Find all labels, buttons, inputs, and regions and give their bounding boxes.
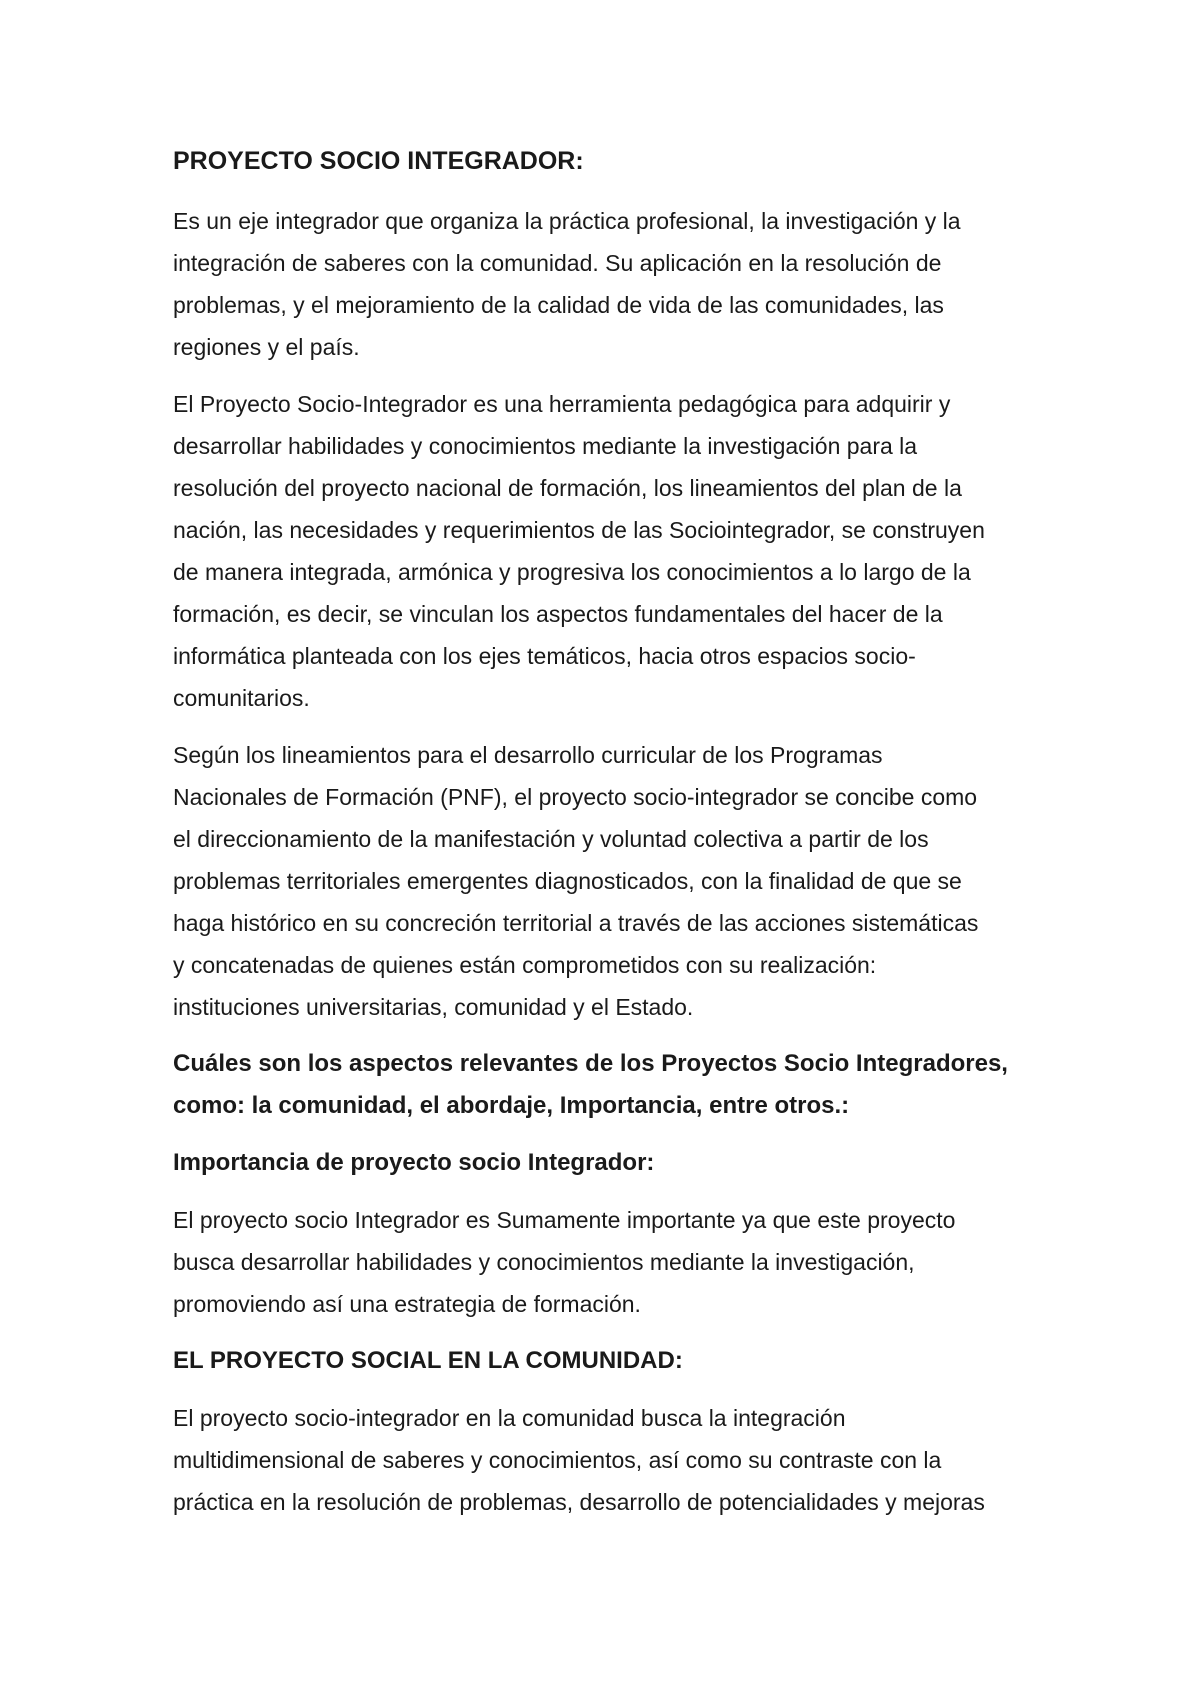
text-line: Según los lineamientos para el desarrollo curricular de los Programas (173, 742, 883, 768)
text-line: multidimensional de saberes y conocimientos, así como su contraste con la (173, 1447, 942, 1473)
text-line: comunitarios. (173, 685, 310, 711)
text-line: haga histórico en su concreción territorial a través de las acciones sistemáticas (173, 910, 979, 936)
text-line: informática planteada con los ejes temáticos, hacia otros espacios socio- (173, 643, 916, 669)
text-line: El Proyecto Socio-Integrador es una herramienta pedagógica para adquirir y (173, 391, 951, 417)
text-line: regiones y el país. (173, 334, 360, 360)
text-line: Nacionales de Formación (PNF), el proyecto socio-integrador se concibe como (173, 784, 978, 810)
text-line: desarrollar habilidades y conocimientos mediante la investigación para la (173, 433, 918, 459)
heading-importance: Importancia de proyecto socio Integrador: (173, 1149, 655, 1176)
document-page (173, 140, 1045, 1538)
document-title: PROYECTO SOCIO INTEGRADOR: (173, 147, 584, 175)
text-line: y concatenadas de quienes están comprometidos con su realización: (173, 952, 877, 978)
heading-line: Cuáles son los aspectos relevantes de los Proyectos Socio Integradores, (173, 1050, 1008, 1077)
text-line: integración de saberes con la comunidad. Su aplicación en la resolución de (173, 250, 942, 276)
text-line: busca desarrollar habilidades y conocimientos mediante la investigación, (173, 1249, 915, 1275)
text-line: Es un eje integrador que organiza la práctica profesional, la investigación y la (173, 208, 961, 234)
paragraph-definition (173, 200, 1045, 368)
text-line: de manera integrada, armónica y progresiva los conocimientos a lo largo de la (173, 559, 971, 585)
text-line: práctica en la resolución de problemas, desarrollo de potencialidades y mejoras (173, 1489, 985, 1515)
paragraph-guidelines (173, 734, 1045, 1028)
text-line: el direccionamiento de la manifestación y voluntad colectiva a partir de los (173, 826, 929, 852)
heading-relevant-aspects (173, 1043, 1045, 1127)
text-line: problemas, y el mejoramiento de la calidad de vida de las comunidades, las (173, 292, 944, 318)
text-line: nación, las necesidades y requerimientos de las Sociointegrador, se construyen (173, 517, 985, 543)
heading-community: EL PROYECTO SOCIAL EN LA COMUNIDAD: (173, 1347, 683, 1374)
heading-line: como: la comunidad, el abordaje, Importancia, entre otros.: (173, 1092, 850, 1119)
paragraph-community (173, 1397, 1045, 1523)
text-line: promoviendo así una estrategia de formación. (173, 1291, 641, 1317)
paragraph-importance (173, 1199, 1045, 1325)
text-line: resolución del proyecto nacional de formación, los lineamientos del plan de la (173, 475, 962, 501)
text-line: formación, es decir, se vinculan los aspectos fundamentales del hacer de la (173, 601, 943, 627)
text-line: instituciones universitarias, comunidad y el Estado. (173, 994, 694, 1020)
paragraph-tool (173, 383, 1045, 719)
text-line: problemas territoriales emergentes diagnosticados, con la finalidad de que se (173, 868, 962, 894)
text-line: El proyecto socio-integrador en la comunidad busca la integración (173, 1405, 846, 1431)
text-line: El proyecto socio Integrador es Sumamente importante ya que este proyecto (173, 1207, 956, 1233)
